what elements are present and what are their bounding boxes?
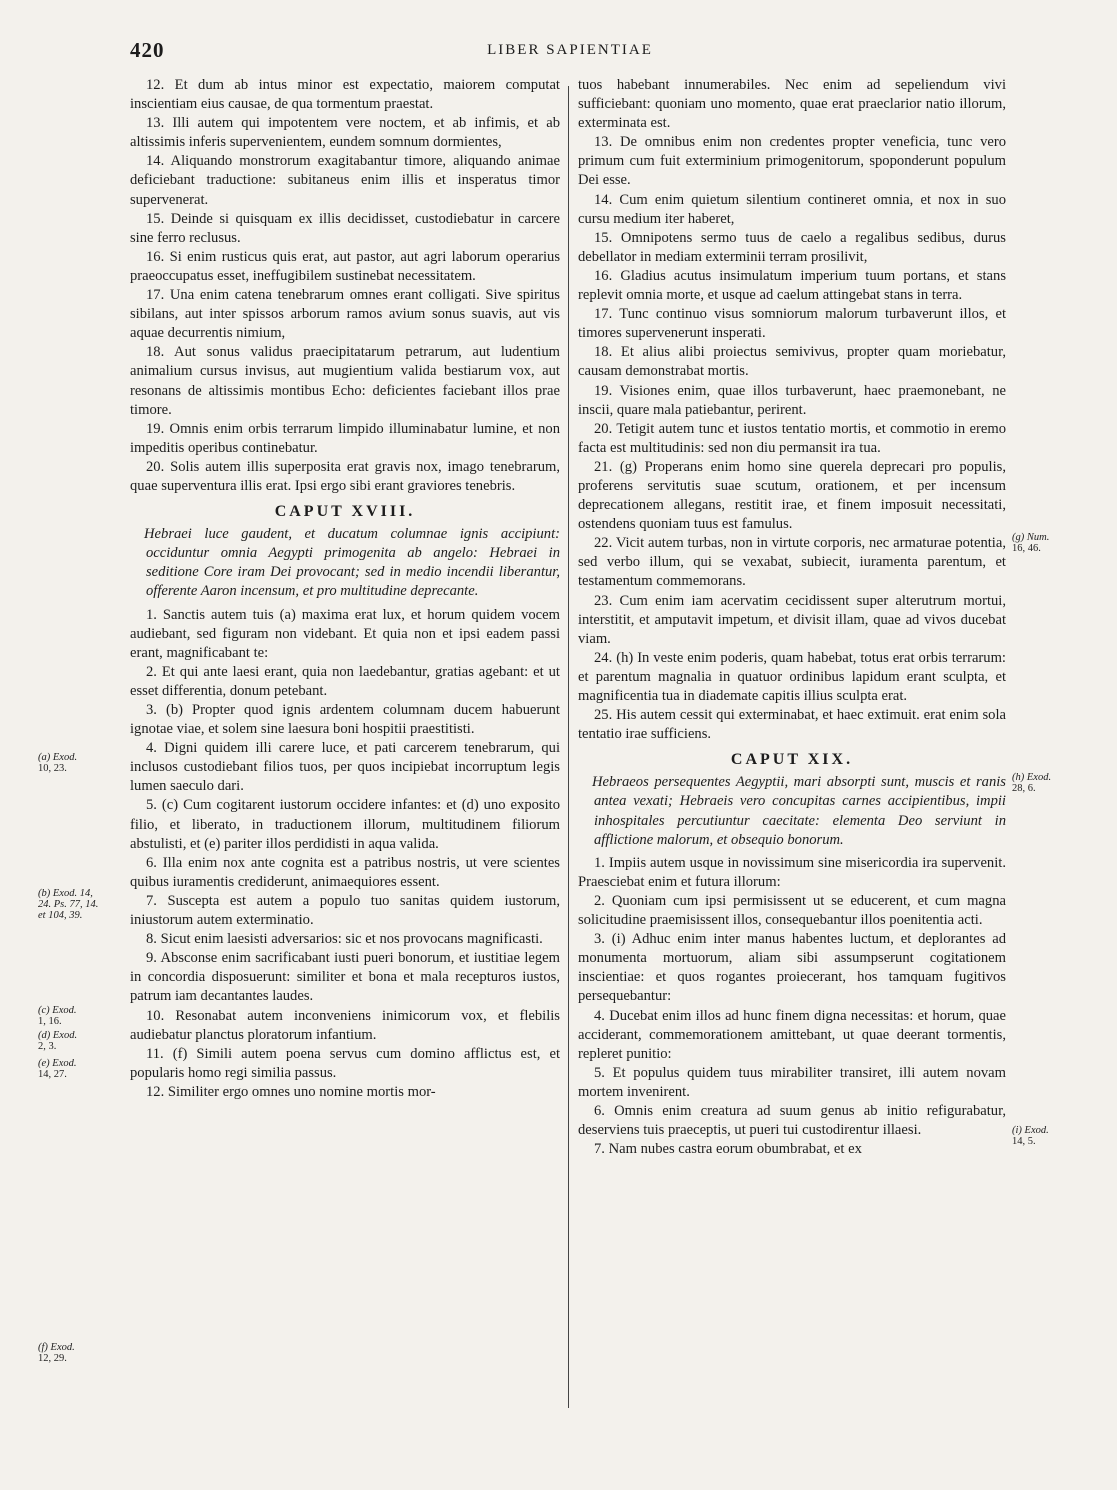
verse: 16. Si enim rusticus quis erat, aut pastor, aut agri laborum operarius praeoccupatus esset, ineffugibilem sustinebat necessitatem. (130, 248, 560, 284)
verse: 13. Illi autem qui impotentem vere noctem, et ab infimis, et ab altissimis inferis supervenientem, eundem somnum dormientes, (130, 115, 560, 151)
verse: 19. Omnis enim orbis terrarum limpido illuminabatur lumine, et non impeditis operibus continebatur. (130, 420, 560, 456)
verse: 14. Aliquando monstrorum exagitabantur timore, aliquando animae deficiebant traductione: subitaneus enim illis et insperatus timor supervenerat. (130, 153, 560, 208)
margin-note-e (38, 1058, 126, 1080)
verse: 13. De omnibus enim non credentes propter veneficia, tunc vero primum cum fuit exterminium primogenitorum, spoponderunt populum Dei esse. (578, 134, 1006, 189)
margin-note-line: (i) Exod. (1012, 1125, 1049, 1136)
margin-note-line: 14, 27. (38, 1069, 67, 1080)
right-column (578, 76, 1006, 1159)
running-head: LIBER SAPIENTIAE (487, 42, 653, 58)
margin-note-line: 24. Ps. 77, 14. (38, 899, 99, 910)
margin-note-line: (d) Exod. (38, 1030, 78, 1041)
chapter-heading: CAPUT XVIII. (274, 503, 416, 521)
verse: 4. Ducebat enim illos ad hunc finem digna necessitas: et horum, quae acciderant, commemorationem amittebant, ut quae deerant tormentis, repleret punitio: (578, 1007, 1006, 1062)
verse: 12. Similiter ergo omnes uno nomine mortis mor- (146, 1083, 436, 1100)
verse: 19. Visiones enim, quae illos turbaverunt, haec praemonebant, ne inscii, quare mala patiebantur, perirent. (578, 382, 1006, 418)
verse: tuos habebant innumerabiles. Nec enim ad sepeliendum vivi sufficiebant: quoniam uno momento, quae erat praeclarior natio illorum, exterminata est. (578, 77, 1006, 132)
margin-note-line: 1, 16. (38, 1016, 62, 1027)
verse: 3. (i) Adhuc enim inter manus habentes luctum, et deplorantes ad monumenta mortuorum, aliam sibi assumpserunt cogitationem inscientiae: et quos rogantes proiecerant, hos tamquam fugitivos persequebantur: (578, 931, 1006, 1005)
margin-note-i (1012, 1125, 1092, 1147)
verse: 25. His autem cessit qui exterminabat, et haec extimuit. erat enim sola tentatio irae sufficiens. (578, 707, 1006, 743)
margin-note-line: (e) Exod. (38, 1058, 77, 1069)
margin-note-line: (h) Exod. (1012, 772, 1052, 783)
margin-note-d (38, 1030, 126, 1052)
margin-note-line: (a) Exod. (38, 752, 78, 763)
margin-note-line: et 104, 39. (38, 910, 83, 921)
margin-note-line: 12, 29. (38, 1353, 67, 1364)
verse: 17. Tunc continuo visus somniorum malorum turbaverunt illos, et timores supervenerunt insperati. (578, 306, 1006, 342)
verse: 6. Omnis enim creatura ad suum genus ab initio refigurabatur, deserviens tuis praeceptis, ut pueri tui custodirentur illaesi. (578, 1102, 1006, 1139)
verse: 1. Impiis autem usque in novissimum sine misericordia ira supervenit. Praesciebat enim et futura illorum: (578, 854, 1006, 890)
verse: 1. Sanctis autem tuis (a) maxima erat lux, et horum quidem vocem audiebant, sed figuram non videbant. Et quia non et ipsi eadem passi erant, magnificabant te: (130, 606, 560, 661)
margin-note-c (38, 1005, 126, 1027)
margin-note-line: (g) Num. (1012, 532, 1050, 543)
margin-note-b (38, 888, 126, 921)
verse: 15. Deinde si quisquam ex illis decidisset, custodiebatur in carcere sine ferro reclusus. (130, 210, 560, 246)
margin-note-line: (c) Exod. (38, 1005, 77, 1016)
column-divider (568, 86, 569, 1408)
verse: 5. (c) Cum cogitarent iustorum occidere infantes: et (d) uno exposito filio, et liberato, in traductionem illorum, multitudinem filiorum abstulisti, et (e) pariter illos perdidisti in aqua valida. (130, 797, 560, 852)
margin-note-line: (f) Exod. (38, 1342, 75, 1353)
verse: 6. Illa enim nox ante cognita est a patribus nostris, ut vere scientes quibus iuramentis crediderunt, animaequiores essent. (130, 854, 560, 890)
page-header (130, 38, 1010, 66)
verse: 20. Tetigit autem tunc et iustos tentatio mortis, et commotio in eremo facta est multitudinis: sed non diu permansit ira tua. (578, 420, 1006, 456)
verse: 9. Absconse enim sacrificabant iusti pueri bonorum, et iustitiae legem in concordia disposuerunt: similiter et bona et mala recepturos iustos, patrum iam decantantes laudes. (130, 950, 560, 1005)
chapter-heading: CAPUT XIX. (730, 751, 854, 769)
margin-note-g (1012, 532, 1092, 554)
verse: 8. Sicut enim laesisti adversarios: sic et nos provocans magnificasti. (146, 931, 543, 948)
verse: 14. Cum enim quietum silentium contineret omnia, et nox in suo cursu medium iter haberet, (578, 191, 1006, 227)
verse: 15. Omnipotens sermo tuus de caelo a regalibus sedibus, durus debellator in mediam exterminii terram prosilivit, (578, 229, 1006, 265)
verse: 5. Et populus quidem tuus mirabiliter transiret, illi autem novam mortem invenirent. (578, 1064, 1006, 1100)
verse: 2. Quoniam cum ipsi permisissent ut se educerent, et cum magna solicitudine praemisissent illos, consequebantur illos poenitentia acti. (578, 892, 1006, 929)
chapter-summary: Hebraei luce gaudent, et ducatum columnae ignis accipiunt: occiduntur omnia Aegypti primogenita ab angelo: Hebraei in seditione Core iram Dei provocant; sed in medio incendii liberantur, offerente Aaron incensum, et pro multitudine deprecante. (144, 526, 560, 600)
left-column (130, 76, 560, 1102)
verse: 3. (b) Propter quod ignis ardentem columnam ducem habuerunt ignotae viae, et solem sine laesura boni hospitii praestitisti. (130, 702, 560, 738)
margin-note-line: 28, 6. (1012, 783, 1036, 794)
verse: 24. (h) In veste enim poderis, quam habebat, totus erat orbis terrarum: et parentum magnalia in quatuor ordinibus lapidum erant sculpta, et magnificentia tua in diademate capitis illius sculpta erat. (578, 649, 1006, 704)
verse: 7. Suscepta est autem a populo tuo sanitas quidem iustorum, iniustorum autem exterminatio. (130, 892, 560, 929)
margin-note-h (1012, 772, 1092, 794)
chapter-summary: Hebraeos persequentes Aegyptii, mari absorpti sunt, muscis et ranis antea vexati; Hebraeis vero concupitas carnes accipientibus, impii inhospitales percutiuntur caecitate: elementa Deo serviunt in afflictione malorum, et obsequio bonorum. (592, 774, 1006, 848)
page-number: 420 (130, 38, 165, 62)
margin-note-f (38, 1342, 126, 1364)
margin-note-line: 2, 3. (38, 1041, 57, 1052)
verse: 23. Cum enim iam acervatim cecidissent super alterutrum mortui, interstitit, et amputavit impetum, et divisit illam, quae ad vivos ducebat viam. (578, 592, 1006, 647)
margin-note-line: (b) Exod. 14, (38, 888, 93, 899)
verse: 18. Et alius alibi proiectus semivivus, propter quam moriebatur, causam demonstrabat mortis. (578, 344, 1006, 380)
verse: 11. (f) Simili autem poena servus cum domino afflictus est, et popularis homo regi similia passus. (130, 1045, 560, 1081)
margin-note-line: 16, 46. (1012, 543, 1041, 554)
margin-note-a (38, 752, 126, 774)
verse: 18. Aut sonus validus praecipitatarum petrarum, aut ludentium animalium cursus invisus, aut mugientium valida bestiarum vox, aut resonans de altissimis montibus Echo: deficientes faciebant illos prae timore. (130, 344, 560, 418)
verse: 2. Et qui ante laesi erant, quia non laedebantur, gratias agebant: et ut esset differentia, donum petebant. (130, 663, 560, 699)
verse: 21. (g) Properans enim homo sine querela deprecari pro populis, proferens servitutis suae scutum, orationem, et per incensum deprecationem allegans, restitit irae, et finem imposuit necessitati, ostendens quoniam tuus est famulus. (578, 458, 1006, 533)
margin-note-line: 10, 23. (38, 763, 67, 774)
verse: 10. Resonabat autem inconveniens inimicorum vox, et flebilis audiebatur planctus ploratorum infantium. (130, 1007, 560, 1043)
verse: 7. Nam nubes castra eorum obumbrabat, et ex (594, 1141, 862, 1158)
verse: 22. Vicit autem turbas, non in virtute corporis, nec armaturae potentia, sed verbo illum, qui se vexabat, subiecit, iuramenta parentum, et testamentum commemorans. (578, 535, 1006, 590)
verse: 12. Et dum ab intus minor est expectatio, maiorem computat inscientiam eius causae, de qua tormentum praestat. (130, 77, 560, 113)
verse: 16. Gladius acutus insimulatum imperium tuum portans, et stans replevit omnia morte, et usque ad caelum attingebat stans in terra. (578, 267, 1006, 304)
margin-note-line: 14, 5. (1012, 1136, 1036, 1147)
verse: 20. Solis autem illis superposita erat gravis nox, imago tenebrarum, quae superventura illis erat. Ipsi ergo sibi erant graviores tenebris. (130, 458, 560, 494)
verse: 17. Una enim catena tenebrarum omnes erant colligati. Sive spiritus sibilans, aut inter spissos arborum ramos avium sonus suavis, aut vis aquae decurrentis nimium, (130, 287, 560, 342)
verse: 4. Digni quidem illi carere luce, et pati carcerem tenebrarum, qui inclusos custodiebant filios tuos, per quos incipiebat incorruptum legis lumen saeculo dari. (130, 740, 560, 795)
